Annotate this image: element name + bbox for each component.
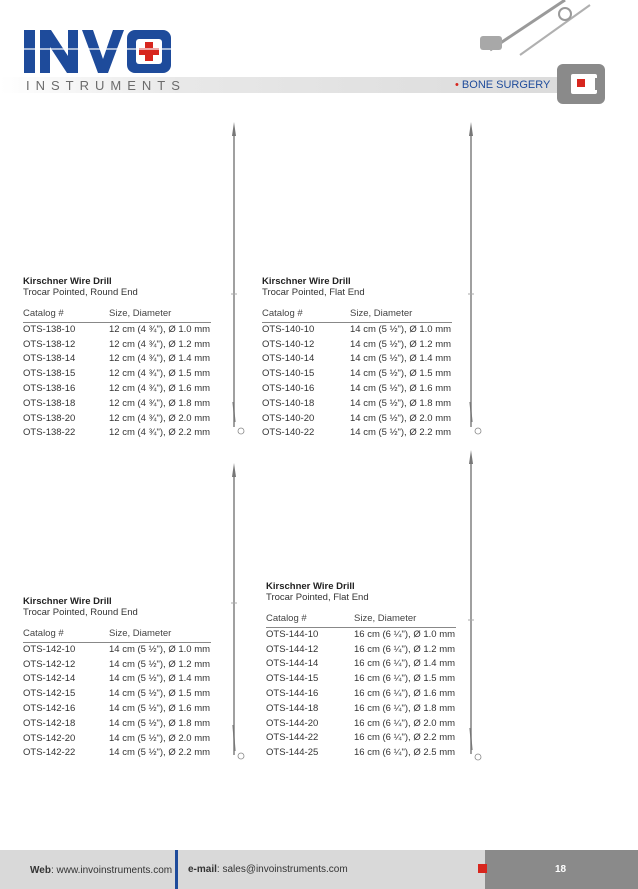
catalog-number: OTS-144-18 <box>266 702 319 714</box>
surgical-tools-icon <box>470 0 610 60</box>
catalog-number: OTS-138-15 <box>23 368 76 380</box>
table-row <box>262 426 452 441</box>
catalog-number: OTS-140-10 <box>262 323 315 335</box>
category-badge-icon <box>557 64 605 104</box>
table-header-row <box>266 612 456 627</box>
table-row <box>262 338 452 353</box>
catalog-number: OTS-140-22 <box>262 427 315 439</box>
spec-table <box>262 307 452 441</box>
catalog-number: OTS-138-22 <box>23 427 76 439</box>
table-row <box>266 657 456 672</box>
size-diameter: 14 cm (5 ½"), Ø 1.8 mm <box>109 717 211 729</box>
catalog-number: OTS-140-14 <box>262 353 315 365</box>
size-diameter: 14 cm (5 ½"), Ø 2.0 mm <box>350 412 452 424</box>
catalog-number: OTS-138-20 <box>23 412 76 424</box>
size-diameter: 16 cm (6 ¼"), Ø 1.8 mm <box>354 702 456 714</box>
product-block-4 <box>266 581 456 761</box>
email-link[interactable]: sales@invoinstruments.com <box>222 864 348 875</box>
page-number: 18 <box>555 864 567 875</box>
table-row <box>23 397 211 412</box>
product-title: Kirschner Wire Drill <box>262 276 351 287</box>
size-diameter: 14 cm (5 ½"), Ø 1.2 mm <box>109 658 211 670</box>
table-row <box>266 717 456 732</box>
size-diameter: 12 cm (4 ¾"), Ø 2.0 mm <box>109 412 211 424</box>
size-diameter: 14 cm (5 ½"), Ø 2.0 mm <box>109 732 211 744</box>
brand-subtitle: INSTRUMENTS <box>26 78 186 93</box>
size-diameter: 16 cm (6 ¼"), Ø 1.2 mm <box>354 643 456 655</box>
size-diameter: 16 cm (6 ¼"), Ø 1.0 mm <box>354 628 456 640</box>
catalog-number: OTS-142-12 <box>23 658 76 670</box>
size-diameter: 14 cm (5 ½"), Ø 1.2 mm <box>350 338 452 350</box>
table-row <box>266 731 456 746</box>
table-row <box>262 367 452 382</box>
spec-table <box>23 627 211 761</box>
catalog-number: OTS-140-18 <box>262 397 315 409</box>
catalog-number: OTS-142-14 <box>23 673 76 685</box>
table-row <box>23 672 211 687</box>
column-header-size: Size, Diameter <box>109 627 211 642</box>
table-row <box>266 702 456 717</box>
table-row <box>262 397 452 412</box>
spec-table <box>266 612 456 761</box>
size-diameter: 16 cm (6 ¼"), Ø 2.0 mm <box>354 717 456 729</box>
table-row <box>23 732 211 747</box>
size-diameter: 14 cm (5 ½"), Ø 1.4 mm <box>109 673 211 685</box>
size-diameter: 12 cm (4 ¾"), Ø 1.8 mm <box>109 397 211 409</box>
size-diameter: 16 cm (6 ¼"), Ø 1.6 mm <box>354 687 456 699</box>
catalog-number: OTS-138-14 <box>23 353 76 365</box>
web-label: Web <box>30 865 51 876</box>
column-header-size: Size, Diameter <box>354 612 456 627</box>
email-label: e-mail <box>188 864 217 875</box>
catalog-number: OTS-144-15 <box>266 673 319 685</box>
size-diameter: 16 cm (6 ¼"), Ø 2.2 mm <box>354 732 456 744</box>
table-row <box>23 382 211 397</box>
web-link[interactable]: www.invoinstruments.com <box>56 865 173 876</box>
table-row <box>266 627 456 642</box>
footer-email[interactable]: e-mail: sales@invoinstruments.com <box>188 864 348 875</box>
catalog-number: OTS-144-25 <box>266 747 319 759</box>
table-header-row <box>23 627 211 642</box>
product-block-2 <box>262 276 452 441</box>
size-diameter: 14 cm (5 ½"), Ø 1.5 mm <box>109 688 211 700</box>
size-diameter: 16 cm (6 ¼"), Ø 1.5 mm <box>354 673 456 685</box>
product-subtitle: Trocar Pointed, Flat End <box>266 592 369 603</box>
product-subtitle: Trocar Pointed, Round End <box>23 607 138 618</box>
drill-wire-illustration <box>463 122 483 437</box>
table-row <box>23 338 211 353</box>
size-diameter: 14 cm (5 ½"), Ø 1.4 mm <box>350 353 452 365</box>
product-subtitle: Trocar Pointed, Round End <box>23 287 138 298</box>
product-block-3 <box>23 596 211 761</box>
brand-logo <box>24 30 174 83</box>
catalog-number: OTS-144-14 <box>266 658 319 670</box>
page-header <box>0 0 638 105</box>
footer-website[interactable]: Web: www.invoinstruments.com <box>30 865 173 876</box>
size-diameter: 12 cm (4 ¾"), Ø 1.4 mm <box>109 353 211 365</box>
table-row <box>266 672 456 687</box>
spec-table <box>23 307 211 441</box>
column-header-size: Size, Diameter <box>350 307 452 322</box>
size-diameter: 12 cm (4 ¾"), Ø 2.2 mm <box>109 427 211 439</box>
drill-wire-illustration <box>463 450 483 762</box>
column-header-catalog: Catalog # <box>262 307 350 322</box>
table-row <box>23 367 211 382</box>
table-header-row <box>262 307 452 322</box>
size-diameter: 14 cm (5 ½"), Ø 2.2 mm <box>109 747 211 759</box>
catalog-number: OTS-138-12 <box>23 338 76 350</box>
table-row <box>23 687 211 702</box>
drill-wire-illustration <box>226 122 246 437</box>
catalog-number: OTS-142-20 <box>23 732 76 744</box>
category-text: BONE SURGERY <box>461 79 551 91</box>
table-row <box>23 717 211 732</box>
footer-divider <box>175 850 178 889</box>
catalog-number: OTS-142-10 <box>23 643 76 655</box>
size-diameter: 16 cm (6 ¼"), Ø 1.4 mm <box>354 658 456 670</box>
catalog-number: OTS-142-22 <box>23 747 76 759</box>
table-row <box>23 746 211 761</box>
size-diameter: 14 cm (5 ½"), Ø 1.8 mm <box>350 397 452 409</box>
column-header-catalog: Catalog # <box>23 627 109 642</box>
size-diameter: 14 cm (5 ½"), Ø 1.6 mm <box>350 382 452 394</box>
drill-wire-illustration <box>226 463 246 761</box>
size-diameter: 16 cm (6 ¼"), Ø 2.5 mm <box>354 747 456 759</box>
size-diameter: 12 cm (4 ¾"), Ø 1.5 mm <box>109 368 211 380</box>
table-row <box>23 658 211 673</box>
product-title: Kirschner Wire Drill <box>266 581 355 592</box>
product-block-1 <box>23 276 211 441</box>
catalog-number: OTS-138-18 <box>23 397 76 409</box>
table-row <box>262 322 452 337</box>
table-header-row <box>23 307 211 322</box>
size-diameter: 14 cm (5 ½"), Ø 1.0 mm <box>109 643 211 655</box>
catalog-number: OTS-140-15 <box>262 368 315 380</box>
table-row <box>23 322 211 337</box>
footer-accent <box>478 864 487 873</box>
table-row <box>23 426 211 441</box>
catalog-number: OTS-142-16 <box>23 702 76 714</box>
catalog-number: OTS-144-16 <box>266 687 319 699</box>
size-diameter: 14 cm (5 ½"), Ø 2.2 mm <box>350 427 452 439</box>
table-row <box>262 352 452 367</box>
catalog-number: OTS-138-16 <box>23 382 76 394</box>
catalog-number: OTS-144-12 <box>266 643 319 655</box>
table-row <box>262 412 452 427</box>
column-header-catalog: Catalog # <box>266 612 354 627</box>
column-header-catalog: Catalog # <box>23 307 109 322</box>
catalog-number: OTS-144-22 <box>266 732 319 744</box>
catalog-number: OTS-140-16 <box>262 382 315 394</box>
product-title: Kirschner Wire Drill <box>23 596 112 607</box>
catalog-number: OTS-142-15 <box>23 688 76 700</box>
table-row <box>266 746 456 761</box>
size-diameter: 12 cm (4 ¾"), Ø 1.2 mm <box>109 338 211 350</box>
table-row <box>23 642 211 657</box>
product-title: Kirschner Wire Drill <box>23 276 112 287</box>
size-diameter: 14 cm (5 ½"), Ø 1.6 mm <box>109 702 211 714</box>
size-diameter: 14 cm (5 ½"), Ø 1.5 mm <box>350 368 452 380</box>
catalog-number: OTS-144-10 <box>266 628 319 640</box>
category-label: • BONE SURGERY <box>455 79 551 91</box>
invo-logo-icon <box>24 30 174 75</box>
catalog-number: OTS-138-10 <box>23 323 76 335</box>
table-row <box>23 352 211 367</box>
table-row <box>23 702 211 717</box>
catalog-number: OTS-144-20 <box>266 717 319 729</box>
size-diameter: 12 cm (4 ¾"), Ø 1.6 mm <box>109 382 211 394</box>
size-diameter: 12 cm (4 ¾"), Ø 1.0 mm <box>109 323 211 335</box>
table-row <box>266 643 456 658</box>
column-header-size: Size, Diameter <box>109 307 211 322</box>
catalog-number: OTS-140-20 <box>262 412 315 424</box>
catalog-number: OTS-140-12 <box>262 338 315 350</box>
product-subtitle: Trocar Pointed, Flat End <box>262 287 365 298</box>
size-diameter: 14 cm (5 ½"), Ø 1.0 mm <box>350 323 452 335</box>
catalog-number: OTS-142-18 <box>23 717 76 729</box>
table-row <box>266 687 456 702</box>
table-row <box>23 412 211 427</box>
table-row <box>262 382 452 397</box>
